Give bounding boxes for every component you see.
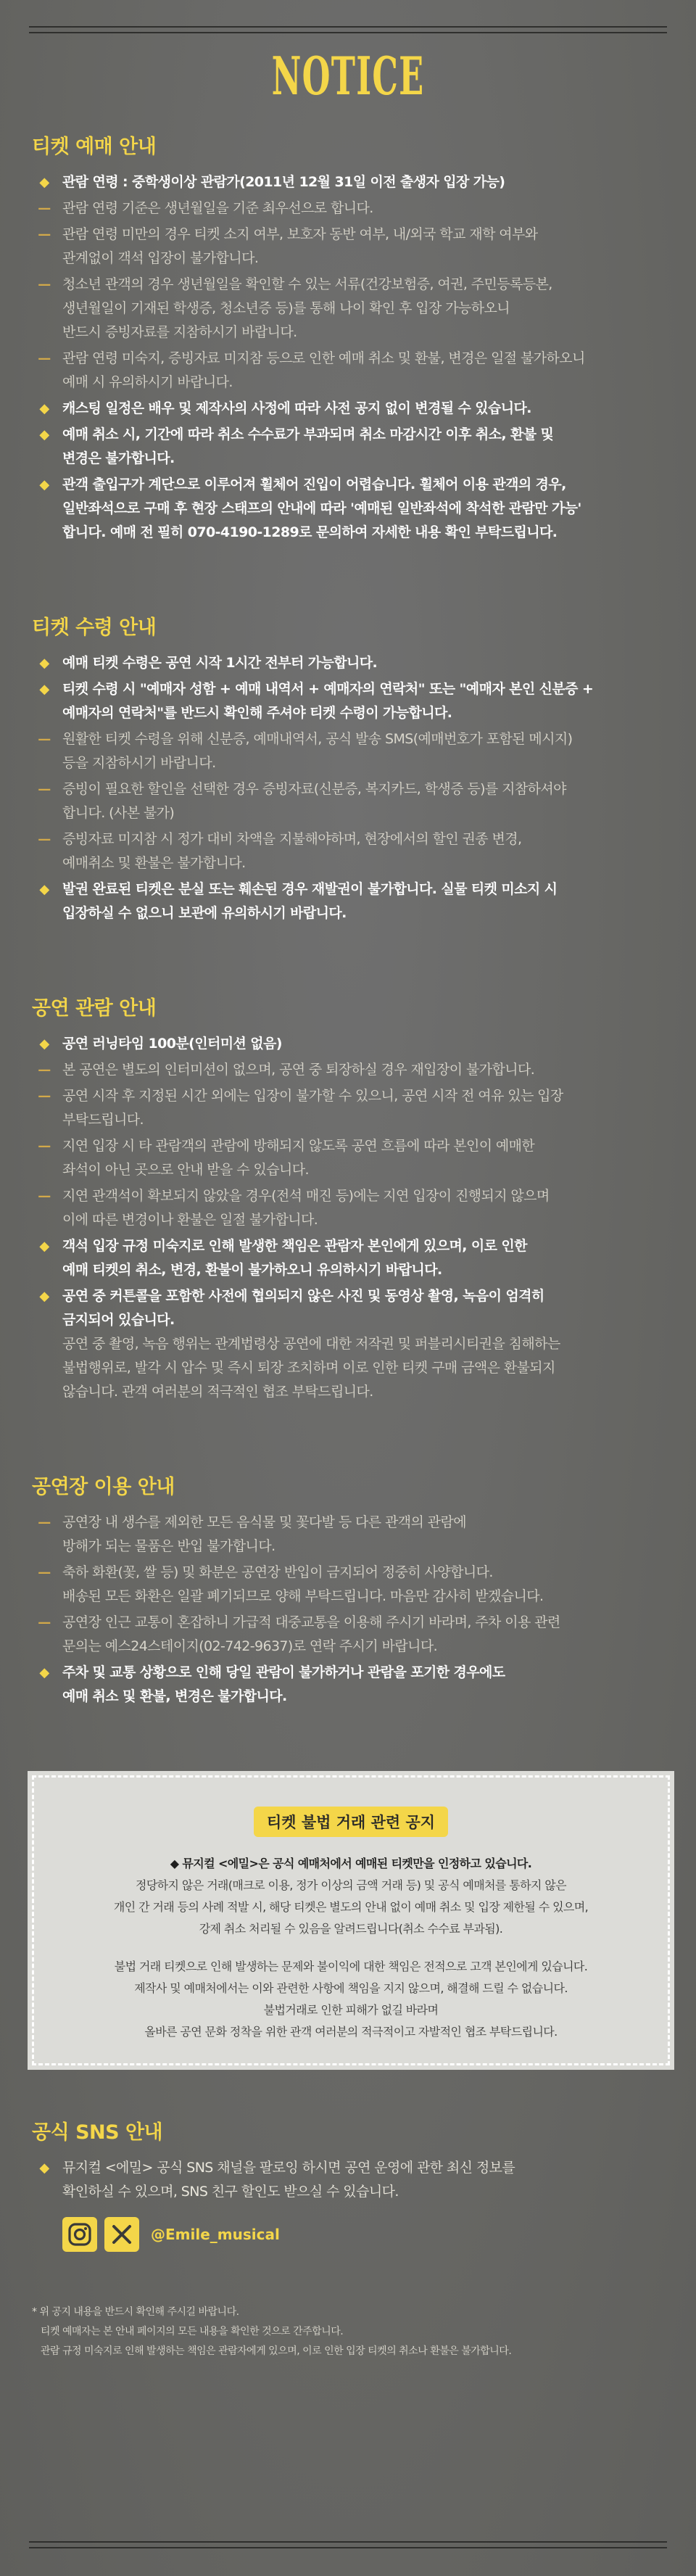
notice-item — [32, 1561, 670, 1609]
notice-item-line: 예매자의 연락처"를 반드시 확인해 주셔야 티켓 수령이 가능합니다. — [62, 705, 452, 721]
bottom-double-rule — [29, 2541, 667, 2548]
notice-box-line: 정당하지 않은 거래(매크로 이용, 정가 이상의 금액 거래 등) 및 공식 예매처를 통하지 않은 — [135, 1878, 567, 1892]
notice-item-line: 방해가 되는 물품은 반입 불가합니다. — [62, 1538, 276, 1554]
diamond-bullet-icon: ◆ — [39, 175, 49, 190]
notice-item — [32, 273, 670, 344]
notice-spacer — [56, 1940, 646, 1956]
notice-item-line: 배송된 모든 화환은 일괄 폐기되므로 양해 부탁드립니다. 마음만 감사히 받겠습니다. — [62, 1588, 544, 1604]
footnote — [32, 2303, 670, 2361]
section-sns — [32, 2116, 670, 2252]
dash-bullet-icon: — — [38, 201, 51, 216]
notice-item-line: 지연 관객석이 확보되지 않았을 경우(전석 매진 등)에는 지연 입장이 진행되지 않으며 — [62, 1188, 550, 1204]
notice-item — [32, 1084, 670, 1132]
notice-item-line: 지연 입장 시 타 관람객의 관람에 방해되지 않도록 공연 흐름에 따라 본인이 예매한 — [62, 1138, 535, 1154]
notice-item — [32, 827, 670, 875]
dash-bullet-icon: — — [38, 1615, 51, 1630]
notice-item-line: 금지되어 있습니다. — [62, 1312, 175, 1328]
notice-item-line: 관객 출입구가 계단으로 이루어져 휠체어 진입이 어렵습니다. 휠체어 이용 관객의 경우, — [62, 476, 566, 492]
notice-item — [32, 1511, 670, 1559]
notice-item — [32, 1284, 670, 1404]
notice-item-line: 관람 연령 미만의 경우 티켓 소지 여부, 보호자 동반 여부, 내/외국 학교 재학 여부와 — [62, 226, 538, 242]
notice-item-line: 원활한 티켓 수령을 위해 신분증, 예매내역서, 공식 발송 SMS(예매번호가 포함된 메시지) — [62, 731, 573, 747]
notice-item-line: 공연장 인근 교통이 혼잡하니 가급적 대중교통을 이용해 주시기 바라며, 주차 이용 관련 — [62, 1614, 560, 1630]
notice-item-line: 공연 중 커튼콜을 포함한 사전에 협의되지 않은 사진 및 동영상 촬영, 녹음이 엄격히 — [62, 1288, 544, 1304]
notice-item-line: 티켓 수령 시 "예매자 성함 + 예매 내역서 + 예매자의 연락처" 또는 "예매자 본인 신분증 + — [62, 681, 594, 697]
footnote-line: 관람 규정 미숙지로 인해 발생하는 책임은 관람자에게 있으며, 이로 인한 입장 티켓의 취소나 환불은 불가합니다. — [41, 2345, 512, 2357]
notice-item-line: 입장하실 수 없으니 보관에 유의하시기 바랍니다. — [62, 905, 347, 921]
notice-box-line: ◆ 뮤지컬 <에밀>은 공식 예매처에서 예매된 티켓만을 인정하고 있습니다. — [170, 1857, 532, 1870]
dash-bullet-icon: — — [38, 351, 51, 366]
notice-item — [32, 1058, 670, 1082]
notice-item-line: 등을 지참하시기 바랍니다. — [62, 755, 216, 771]
notice-item — [32, 473, 670, 545]
notice-item — [32, 197, 670, 220]
notice-item-line: 증빙이 필요한 할인을 선택한 경우 증빙자료(신분증, 복지카드, 학생증 등)를 지참하셔야 — [62, 781, 566, 797]
notice-item — [32, 397, 670, 421]
notice-item — [32, 1234, 670, 1282]
notice-item-line: 좌석이 아닌 곳으로 안내 받을 수 있습니다. — [62, 1162, 309, 1178]
notice-box-line: 개인 간 거래 등의 사례 적발 시, 해당 티켓은 별도의 안내 없이 예매 취소 및 입장 제한될 수 있으며, — [113, 1900, 589, 1914]
notice-item — [32, 1611, 670, 1659]
notice-item — [32, 777, 670, 825]
notice-badge: 티켓 불법 거래 관련 공지 — [254, 1807, 448, 1837]
notice-item — [32, 1661, 670, 1709]
notice-item-line: 일반좌석으로 구매 후 현장 스태프의 안내에 따라 '예매된 일반좌석에 착석한 관람만 가능' — [62, 500, 581, 516]
sns-links-row — [62, 2217, 670, 2252]
notice-content — [32, 131, 670, 2361]
notice-item-subline: 공연 중 촬영, 녹음 행위는 관계법령상 공연에 대한 저작권 및 퍼블리시티권을 침해하는 — [62, 1336, 560, 1352]
section-title-reservation: 티켓 예매 안내 — [32, 136, 157, 158]
notice-item-line: 공연 러닝타임 100분(인터미션 없음) — [62, 1036, 282, 1052]
section-title-ticket-pickup: 티켓 수령 안내 — [32, 616, 157, 639]
dash-bullet-icon: — — [38, 227, 51, 242]
notice-item-line: 이에 따른 변경이나 환불은 일절 불가합니다. — [62, 1212, 318, 1228]
section-ticket-pickup — [32, 611, 670, 925]
diamond-bullet-icon: ◆ — [39, 477, 49, 492]
notice-item-line: 변경은 불가합니다. — [62, 450, 175, 466]
notice-item-line: 본 공연은 별도의 인터미션이 없으며, 공연 중 퇴장하실 경우 재입장이 불가합니다. — [62, 1062, 535, 1078]
page-title: NOTICE — [271, 45, 425, 107]
diamond-bullet-icon: ◆ — [39, 882, 49, 897]
notice-box-line: 제작사 및 예매처에서는 이와 관련한 사항에 책임을 지지 않으며, 해결해 드릴 수 없습니다. — [134, 1981, 568, 1995]
notice-item-line: 합니다. 예매 전 필히 070-4190-1289로 문의하여 자세한 내용 확인 부탁드립니다. — [62, 524, 558, 540]
diamond-bullet-icon: ◆ — [39, 682, 49, 697]
section-title-venue: 공연장 이용 안내 — [32, 1476, 175, 1498]
notice-item-line: 주차 및 교통 상황으로 인해 당일 관람이 불가하거나 관람을 포기한 경우에도 — [62, 1664, 505, 1680]
notice-item-line: 예매 취소 시, 기간에 따라 취소 수수료가 부과되며 취소 마감시간 이후 취소, 환불 및 — [62, 426, 554, 442]
notice-box-line: 강제 취소 처리될 수 있음을 알려드립니다(취소 수수료 부과됨). — [199, 1922, 503, 1936]
dash-bullet-icon: — — [38, 277, 51, 292]
notice-item-line: 축하 화환(꽃, 쌀 등) 및 화분은 공연장 반입이 금지되어 정중히 사양합니다. — [62, 1564, 493, 1580]
footnote-line: * 위 공지 내용을 반드시 확인해 주시길 바랍니다. — [32, 2306, 239, 2318]
notice-item — [32, 651, 670, 675]
dash-bullet-icon: — — [38, 1062, 51, 1078]
notice-item — [32, 727, 670, 775]
sns-description — [32, 2156, 670, 2204]
notice-item-line: 객석 입장 규정 미숙지로 인해 발생한 책임은 관람자 본인에게 있으며, 이로 인한 — [62, 1238, 527, 1254]
notice-item-line: 예매 시 유의하시기 바랍니다. — [62, 374, 233, 390]
dash-bullet-icon: — — [38, 1189, 51, 1204]
diamond-bullet-icon: ◆ — [39, 1036, 49, 1052]
notice-item — [32, 677, 670, 725]
dash-bullet-icon: — — [38, 1139, 51, 1154]
notice-box-line: 올바른 공연 문화 정착을 위한 관객 여러분의 적극적이고 자발적인 협조 부탁드립니다. — [144, 2025, 558, 2039]
dash-bullet-icon: — — [38, 1089, 51, 1104]
notice-item-line: 관계없이 객석 입장이 불가합니다. — [62, 250, 259, 266]
notice-item-line: 관람 연령 미숙지, 증빙자료 미지참 등으로 인한 예매 취소 및 환불, 변경은 일절 불가하오니 — [62, 350, 585, 366]
top-double-rule — [29, 26, 667, 33]
notice-item — [32, 1184, 670, 1232]
diamond-bullet-icon: ◆ — [39, 2160, 49, 2176]
notice-item-subline: 않습니다. 관객 여러분의 적극적인 협조 부탁드립니다. — [62, 1384, 373, 1400]
dash-bullet-icon: — — [38, 832, 51, 847]
notice-box-line: 불법거래로 인한 피해가 없길 바라며 — [263, 2003, 439, 2017]
notice-item-line: 관람 연령 기준은 생년월일을 기준 최우선으로 합니다. — [62, 200, 373, 216]
diamond-bullet-icon: ◆ — [39, 401, 49, 416]
notice-item-line: 예매 티켓 수령은 공연 시작 1시간 전부터 가능합니다. — [62, 655, 378, 671]
notice-item-line: 예매취소 및 환불은 불가합니다. — [62, 855, 246, 871]
diamond-bullet-icon: ◆ — [39, 656, 49, 671]
dash-bullet-icon: — — [38, 782, 51, 797]
diamond-bullet-icon: ◆ — [39, 1665, 49, 1680]
notice-item — [32, 347, 670, 395]
notice-item-line: 증빙자료 미지참 시 정가 대비 차액을 지불해야하며, 현장에서의 할인 권종 변경, — [62, 831, 522, 847]
notice-item-line: 청소년 관객의 경우 생년월일을 확인할 수 있는 서류(건강보험증, 여권, 주민등록등본, — [62, 276, 552, 292]
notice-item — [32, 1134, 670, 1182]
diamond-bullet-icon: ◆ — [39, 427, 49, 442]
section-reservation — [32, 131, 670, 545]
notice-item-line: 생년월일이 기재된 학생증, 청소년증 등)를 통해 나이 확인 후 입장 가능하오니 — [62, 300, 510, 316]
section-venue — [32, 1471, 670, 1709]
sns-handle-link[interactable]: @Emile_musical — [151, 2226, 280, 2243]
notice-item-line: 반드시 증빙자료를 지참하시기 바랍니다. — [62, 324, 297, 340]
sns-description-line: 뮤지컬 <에밀> 공식 SNS 채널을 팔로잉 하시면 공연 운영에 관한 최신 정보를 — [62, 2160, 515, 2176]
illegal-trade-notice-box — [32, 1775, 670, 2065]
notice-item — [32, 223, 670, 271]
notice-item-subline: 불법행위로, 발각 시 압수 및 즉시 퇴장 조치하며 이로 인한 티켓 구매 금액은 환불되지 — [62, 1360, 555, 1376]
notice-item-line: 발권 완료된 티켓은 분실 또는 훼손된 경우 재발권이 불가합니다. 실물 티켓 미소지 시 — [62, 881, 558, 897]
footnote-line: 티켓 예매자는 본 안내 페이지의 모든 내용을 확인한 것으로 간주합니다. — [41, 2326, 344, 2337]
diamond-bullet-icon: ◆ — [39, 1239, 49, 1254]
dash-bullet-icon: — — [38, 1565, 51, 1580]
dash-bullet-icon: — — [38, 1515, 51, 1530]
notice-item-line: 부탁드립니다. — [62, 1112, 144, 1128]
notice-item — [32, 1032, 670, 1056]
notice-item-line: 공연 시작 후 지정된 시간 외에는 입장이 불가할 수 있으니, 공연 시작 전 여유 있는 입장 — [62, 1088, 563, 1104]
dash-bullet-icon: — — [38, 732, 51, 747]
notice-item — [32, 878, 670, 925]
notice-item-line: 합니다. (사본 불가) — [62, 805, 175, 821]
notice-item-line: 문의는 예스24스테이지(02-742-9637)로 연락 주시기 바랍니다. — [62, 1638, 438, 1654]
notice-item-line: 캐스팅 일정은 배우 및 제작사의 사정에 따라 사전 공지 없이 변경될 수 있습니다. — [62, 400, 531, 416]
notice-item-line: 예매 티켓의 취소, 변경, 환불이 불가하오니 유의하시기 바랍니다. — [62, 1262, 442, 1278]
notice-item — [32, 423, 670, 471]
section-title-viewing: 공연 관람 안내 — [32, 997, 157, 1020]
notice-box-line: 불법 거래 티켓으로 인해 발생하는 문제와 불이익에 대한 책임은 전적으로 고객 본인에게 있습니다. — [114, 1960, 588, 1973]
notice-item-line: 예매 취소 및 환불, 변경은 불가합니다. — [62, 1688, 287, 1704]
x-icon[interactable] — [104, 2217, 139, 2252]
section-title-sns: 공식 SNS 안내 — [32, 2121, 163, 2144]
instagram-icon[interactable] — [62, 2217, 97, 2252]
sns-description-line: 확인하실 수 있으며, SNS 친구 할인도 받으실 수 있습니다. — [62, 2184, 399, 2200]
notice-item — [32, 170, 670, 194]
notice-item-line: 관람 연령 : 중학생이상 관람가(2011년 12월 31일 이전 출생자 입장 가능) — [62, 174, 505, 190]
section-viewing — [32, 992, 670, 1404]
notice-item-line: 공연장 내 생수를 제외한 모든 음식물 및 꽃다발 등 다른 관객의 관람에 — [62, 1514, 466, 1530]
diamond-bullet-icon: ◆ — [39, 1289, 49, 1304]
